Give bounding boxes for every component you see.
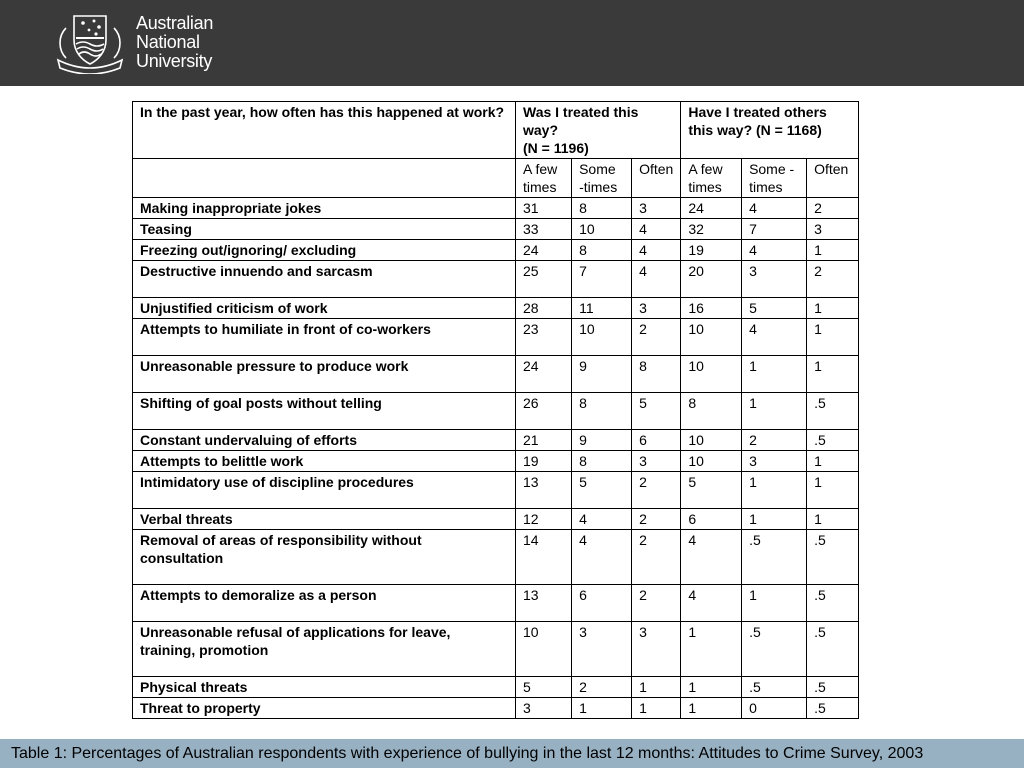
table-row [133, 319, 859, 356]
row-label: Unjustified criticism of work [133, 298, 516, 319]
cell-value: 4 [572, 509, 632, 530]
table-row [133, 356, 859, 393]
cell-value: 13 [516, 585, 572, 622]
cell-value: 3 [632, 451, 681, 472]
cell-value: 8 [572, 198, 632, 219]
cell-value: 1 [807, 356, 859, 393]
cell-value: 2 [807, 261, 859, 298]
caption-bar [0, 739, 1024, 768]
cell-value: 1 [632, 677, 681, 698]
header-treated-others: Have I treated others this way? (N = 1168) [681, 102, 859, 159]
row-label: Physical threats [133, 677, 516, 698]
cell-value: 3 [742, 261, 807, 298]
cell-value: 1 [742, 585, 807, 622]
cell-value: 10 [681, 319, 742, 356]
cell-value: 1 [742, 356, 807, 393]
brand-line-2: National [136, 31, 200, 52]
row-label: Teasing [133, 219, 516, 240]
header-question: In the past year, how often has this happened at work? [133, 102, 516, 159]
subheader-empty [133, 159, 516, 198]
cell-value: 2 [632, 319, 681, 356]
cell-value: 1 [742, 509, 807, 530]
table-row [133, 677, 859, 698]
cell-value: 8 [572, 240, 632, 261]
cell-value: 24 [681, 198, 742, 219]
cell-value: 2 [572, 677, 632, 698]
cell-value: 20 [681, 261, 742, 298]
table-row [133, 622, 859, 677]
table-subheader-row [133, 159, 859, 198]
cell-value: 19 [516, 451, 572, 472]
cell-value: 3 [742, 451, 807, 472]
row-label: Unreasonable refusal of applications for leave, training, promotion [133, 622, 516, 677]
cell-value: 1 [742, 472, 807, 509]
subheader-sometimes: Some -times [572, 159, 632, 198]
cell-value: 14 [516, 530, 572, 585]
subheader-sometimes: Some -times [742, 159, 807, 198]
cell-value: 3 [632, 622, 681, 677]
cell-value: 1 [681, 698, 742, 719]
row-label: Attempts to demoralize as a person [133, 585, 516, 622]
table-row [133, 472, 859, 509]
cell-value: 9 [572, 430, 632, 451]
row-label: Attempts to humiliate in front of co-workers [133, 319, 516, 356]
row-label: Intimidatory use of discipline procedures [133, 472, 516, 509]
cell-value: 1 [632, 698, 681, 719]
table-row [133, 509, 859, 530]
cell-value: .5 [742, 677, 807, 698]
cell-value: 13 [516, 472, 572, 509]
row-label: Freezing out/ignoring/ excluding [133, 240, 516, 261]
cell-value: 1 [807, 451, 859, 472]
cell-value: 4 [572, 530, 632, 585]
cell-value: 24 [516, 356, 572, 393]
cell-value: .5 [807, 677, 859, 698]
cell-value: 2 [742, 430, 807, 451]
cell-value: 1 [572, 698, 632, 719]
table-row [133, 698, 859, 719]
cell-value: 10 [572, 219, 632, 240]
cell-value: 4 [742, 319, 807, 356]
cell-value: 16 [681, 298, 742, 319]
cell-value: 1 [681, 622, 742, 677]
cell-value: 0 [742, 698, 807, 719]
subheader-a-few-times: A few times [516, 159, 572, 198]
table-row [133, 219, 859, 240]
row-label: Making inappropriate jokes [133, 198, 516, 219]
cell-value: 5 [681, 472, 742, 509]
cell-value: 4 [742, 240, 807, 261]
cell-value: 1 [742, 393, 807, 430]
cell-value: 1 [807, 319, 859, 356]
bullying-table [132, 101, 859, 719]
subheader-a-few-times: A few times [681, 159, 742, 198]
table-row [133, 261, 859, 298]
cell-value: 33 [516, 219, 572, 240]
cell-value: .5 [807, 430, 859, 451]
cell-value: 3 [807, 219, 859, 240]
header-bar [0, 0, 1024, 86]
cell-value: 5 [572, 472, 632, 509]
cell-value: 12 [516, 509, 572, 530]
cell-value: 4 [742, 198, 807, 219]
cell-value: 10 [681, 451, 742, 472]
table-row [133, 198, 859, 219]
cell-value: .5 [742, 622, 807, 677]
cell-value: 6 [572, 585, 632, 622]
cell-value: 32 [681, 219, 742, 240]
cell-value: 7 [572, 261, 632, 298]
cell-value: 25 [516, 261, 572, 298]
cell-value: 2 [632, 472, 681, 509]
cell-value: 5 [516, 677, 572, 698]
cell-value: 26 [516, 393, 572, 430]
cell-value: 3 [516, 698, 572, 719]
brand-line-3: University [136, 50, 213, 71]
cell-value: 10 [516, 622, 572, 677]
cell-value: 19 [681, 240, 742, 261]
cell-value: 8 [572, 451, 632, 472]
cell-value: .5 [807, 530, 859, 585]
cell-value: 10 [681, 356, 742, 393]
cell-value: 2 [632, 585, 681, 622]
cell-value: 3 [572, 622, 632, 677]
row-label: Threat to property [133, 698, 516, 719]
cell-value: 2 [632, 509, 681, 530]
anu-logo[interactable] [52, 10, 213, 74]
row-label: Constant undervaluing of efforts [133, 430, 516, 451]
cell-value: .5 [807, 585, 859, 622]
table-row [133, 240, 859, 261]
header-treated-this-way [516, 102, 681, 159]
header-treated-this-way-text: Was I treated this way? [523, 104, 639, 138]
table-row [133, 430, 859, 451]
cell-value: .5 [742, 530, 807, 585]
anu-wordmark [136, 14, 213, 71]
cell-value: 8 [632, 356, 681, 393]
brand-line-1: Australian [136, 12, 214, 33]
table-row [133, 530, 859, 585]
cell-value: 21 [516, 430, 572, 451]
row-label: Destructive innuendo and sarcasm [133, 261, 516, 298]
subheader-often: Often [807, 159, 859, 198]
cell-value: 4 [632, 219, 681, 240]
row-label: Removal of areas of responsibility without consultation [133, 530, 516, 585]
cell-value: 1 [807, 509, 859, 530]
table-row [133, 451, 859, 472]
table-row [133, 298, 859, 319]
cell-value: 11 [572, 298, 632, 319]
cell-value: .5 [807, 698, 859, 719]
cell-value: 3 [632, 298, 681, 319]
cell-value: 1 [681, 677, 742, 698]
cell-value: 1 [807, 298, 859, 319]
cell-value: .5 [807, 622, 859, 677]
cell-value: 2 [807, 198, 859, 219]
cell-value: 5 [632, 393, 681, 430]
cell-value: 28 [516, 298, 572, 319]
cell-value: 8 [572, 393, 632, 430]
anu-crest-icon [52, 10, 128, 74]
table-header-row [133, 102, 859, 159]
subheader-often: Often [632, 159, 681, 198]
cell-value: 3 [632, 198, 681, 219]
cell-value: 6 [681, 509, 742, 530]
cell-value: 24 [516, 240, 572, 261]
row-label: Verbal threats [133, 509, 516, 530]
cell-value: 5 [742, 298, 807, 319]
cell-value: 4 [681, 585, 742, 622]
cell-value: 1 [807, 240, 859, 261]
row-label: Attempts to belittle work [133, 451, 516, 472]
cell-value: 6 [632, 430, 681, 451]
header-treated-this-way-n: (N = 1196) [523, 140, 589, 156]
cell-value: 23 [516, 319, 572, 356]
cell-value: 4 [681, 530, 742, 585]
cell-value: 1 [807, 472, 859, 509]
cell-value: 8 [681, 393, 742, 430]
cell-value: 4 [632, 261, 681, 298]
cell-value: 10 [572, 319, 632, 356]
row-label: Unreasonable pressure to produce work [133, 356, 516, 393]
cell-value: 2 [632, 530, 681, 585]
cell-value: 10 [681, 430, 742, 451]
cell-value: .5 [807, 393, 859, 430]
table-row [133, 393, 859, 430]
row-label: Shifting of goal posts without telling [133, 393, 516, 430]
table-caption: Table 1: Percentages of Australian respondents with experience of bullying in the last 12 months: Attitudes to Crime Survey, 2003 [11, 745, 924, 762]
cell-value: 9 [572, 356, 632, 393]
table-row [133, 585, 859, 622]
cell-value: 4 [632, 240, 681, 261]
cell-value: 31 [516, 198, 572, 219]
cell-value: 7 [742, 219, 807, 240]
